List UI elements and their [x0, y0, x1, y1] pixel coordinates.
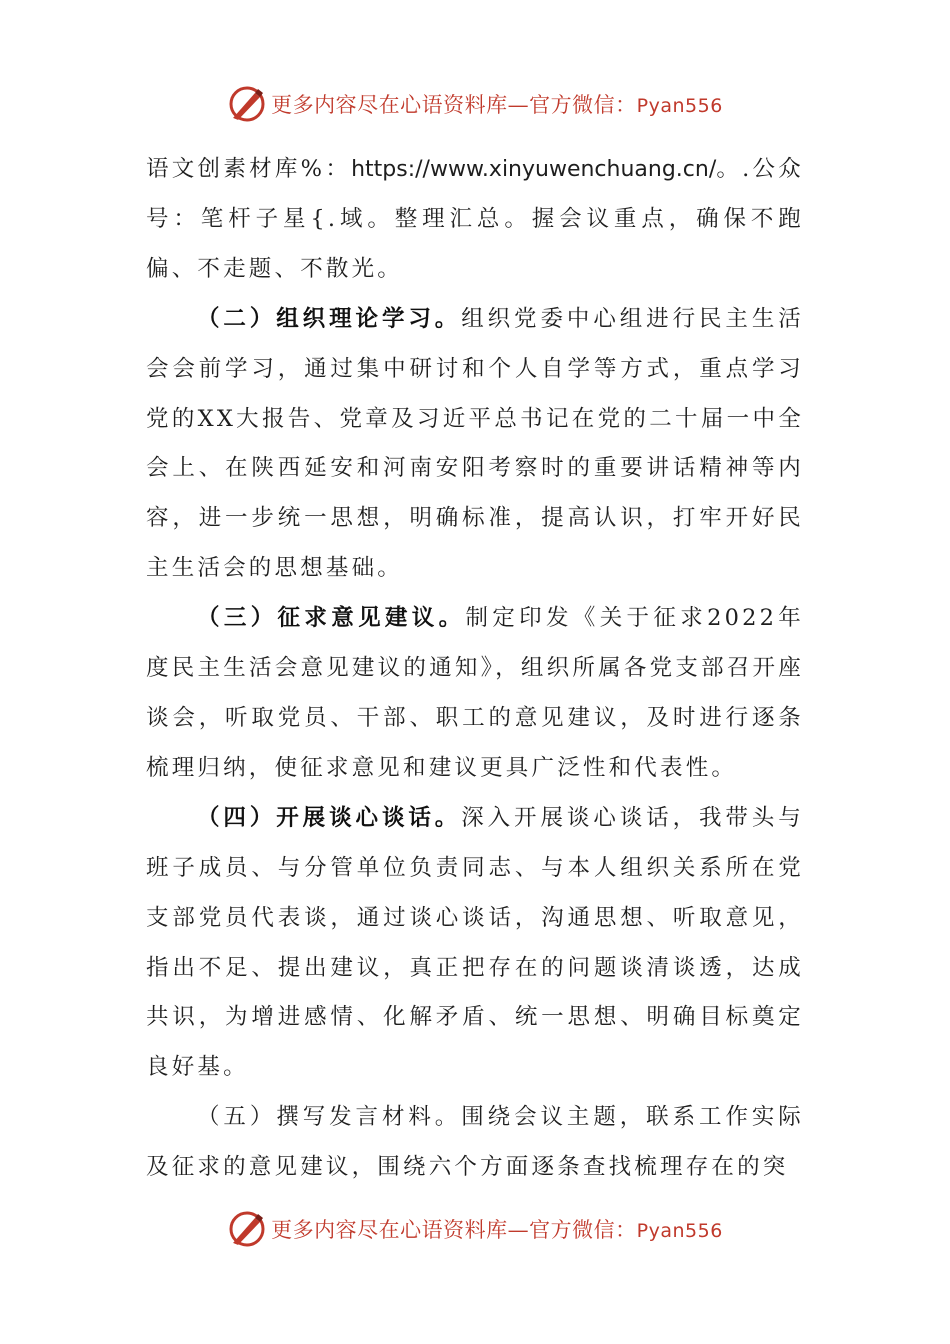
- document-body: [146, 145, 804, 1193]
- paragraph-2: （二）组织理论学习。组织党委中心组进行民主生活会会前学习，通过集中研讨和个人自学等方式，重点学习党的XX大报告、党章及习近平总书记在党的二十届一中全会上、在陕西延安和河南安阳考察时的重要讲话精神等内容，进一步统一思想，明确标准，提高认识，打牢开好民主生活会的思想基础。: [146, 305, 804, 582]
- footer-banner: [0, 1209, 950, 1249]
- banner-text: 更多内容尽在心语资料库—官方微信：Pyan556: [271, 1218, 723, 1242]
- pen-logo-icon: [227, 84, 267, 124]
- section-heading: （三）征求意见建议。: [197, 605, 466, 632]
- header-banner: [0, 84, 950, 124]
- paragraph-3: （三）征求意见建议。制定印发《关于征求2022年度民主生活会意见建议的通知》，组织所属各党支部召开座谈会，听取党员、干部、职工的意见建议，及时进行逐条梳理归纳，使征求意见和建议更具广泛性和代表性。: [146, 605, 804, 781]
- paragraph-4: （四）开展谈心谈话。深入开展谈心谈话，我带头与班子成员、与分管单位负责同志、与本人组织关系所在党支部党员代表谈，通过谈心谈话，沟通思想、听取意见，指出不足、提出建议，真正把存在的问题谈清谈透，达成共识，为增进感情、化解矛盾、统一思想、明确目标奠定良好基。: [146, 804, 804, 1081]
- section-heading: （四）开展谈心谈话。: [197, 804, 462, 831]
- source-url: https://www.xinyuwenchuang.cn/: [351, 157, 717, 182]
- paragraph-1: 语文创素材库%：https://www.xinyuwenchuang.cn/。.公众号：笔杆子星{.域。整理汇总。握会议重点，确保不跑偏、不走题、不散光。: [146, 156, 805, 282]
- section-heading: （二）组织理论学习。: [197, 305, 462, 332]
- pen-logo-icon: [227, 1209, 267, 1249]
- paragraph-5: （五）撰写发言材料。围绕会议主题，联系工作实际及征求的意见建议，围绕六个方面逐条查找梳理存在的突: [146, 1104, 804, 1181]
- banner-text: 更多内容尽在心语资料库—官方微信：Pyan556: [271, 93, 723, 117]
